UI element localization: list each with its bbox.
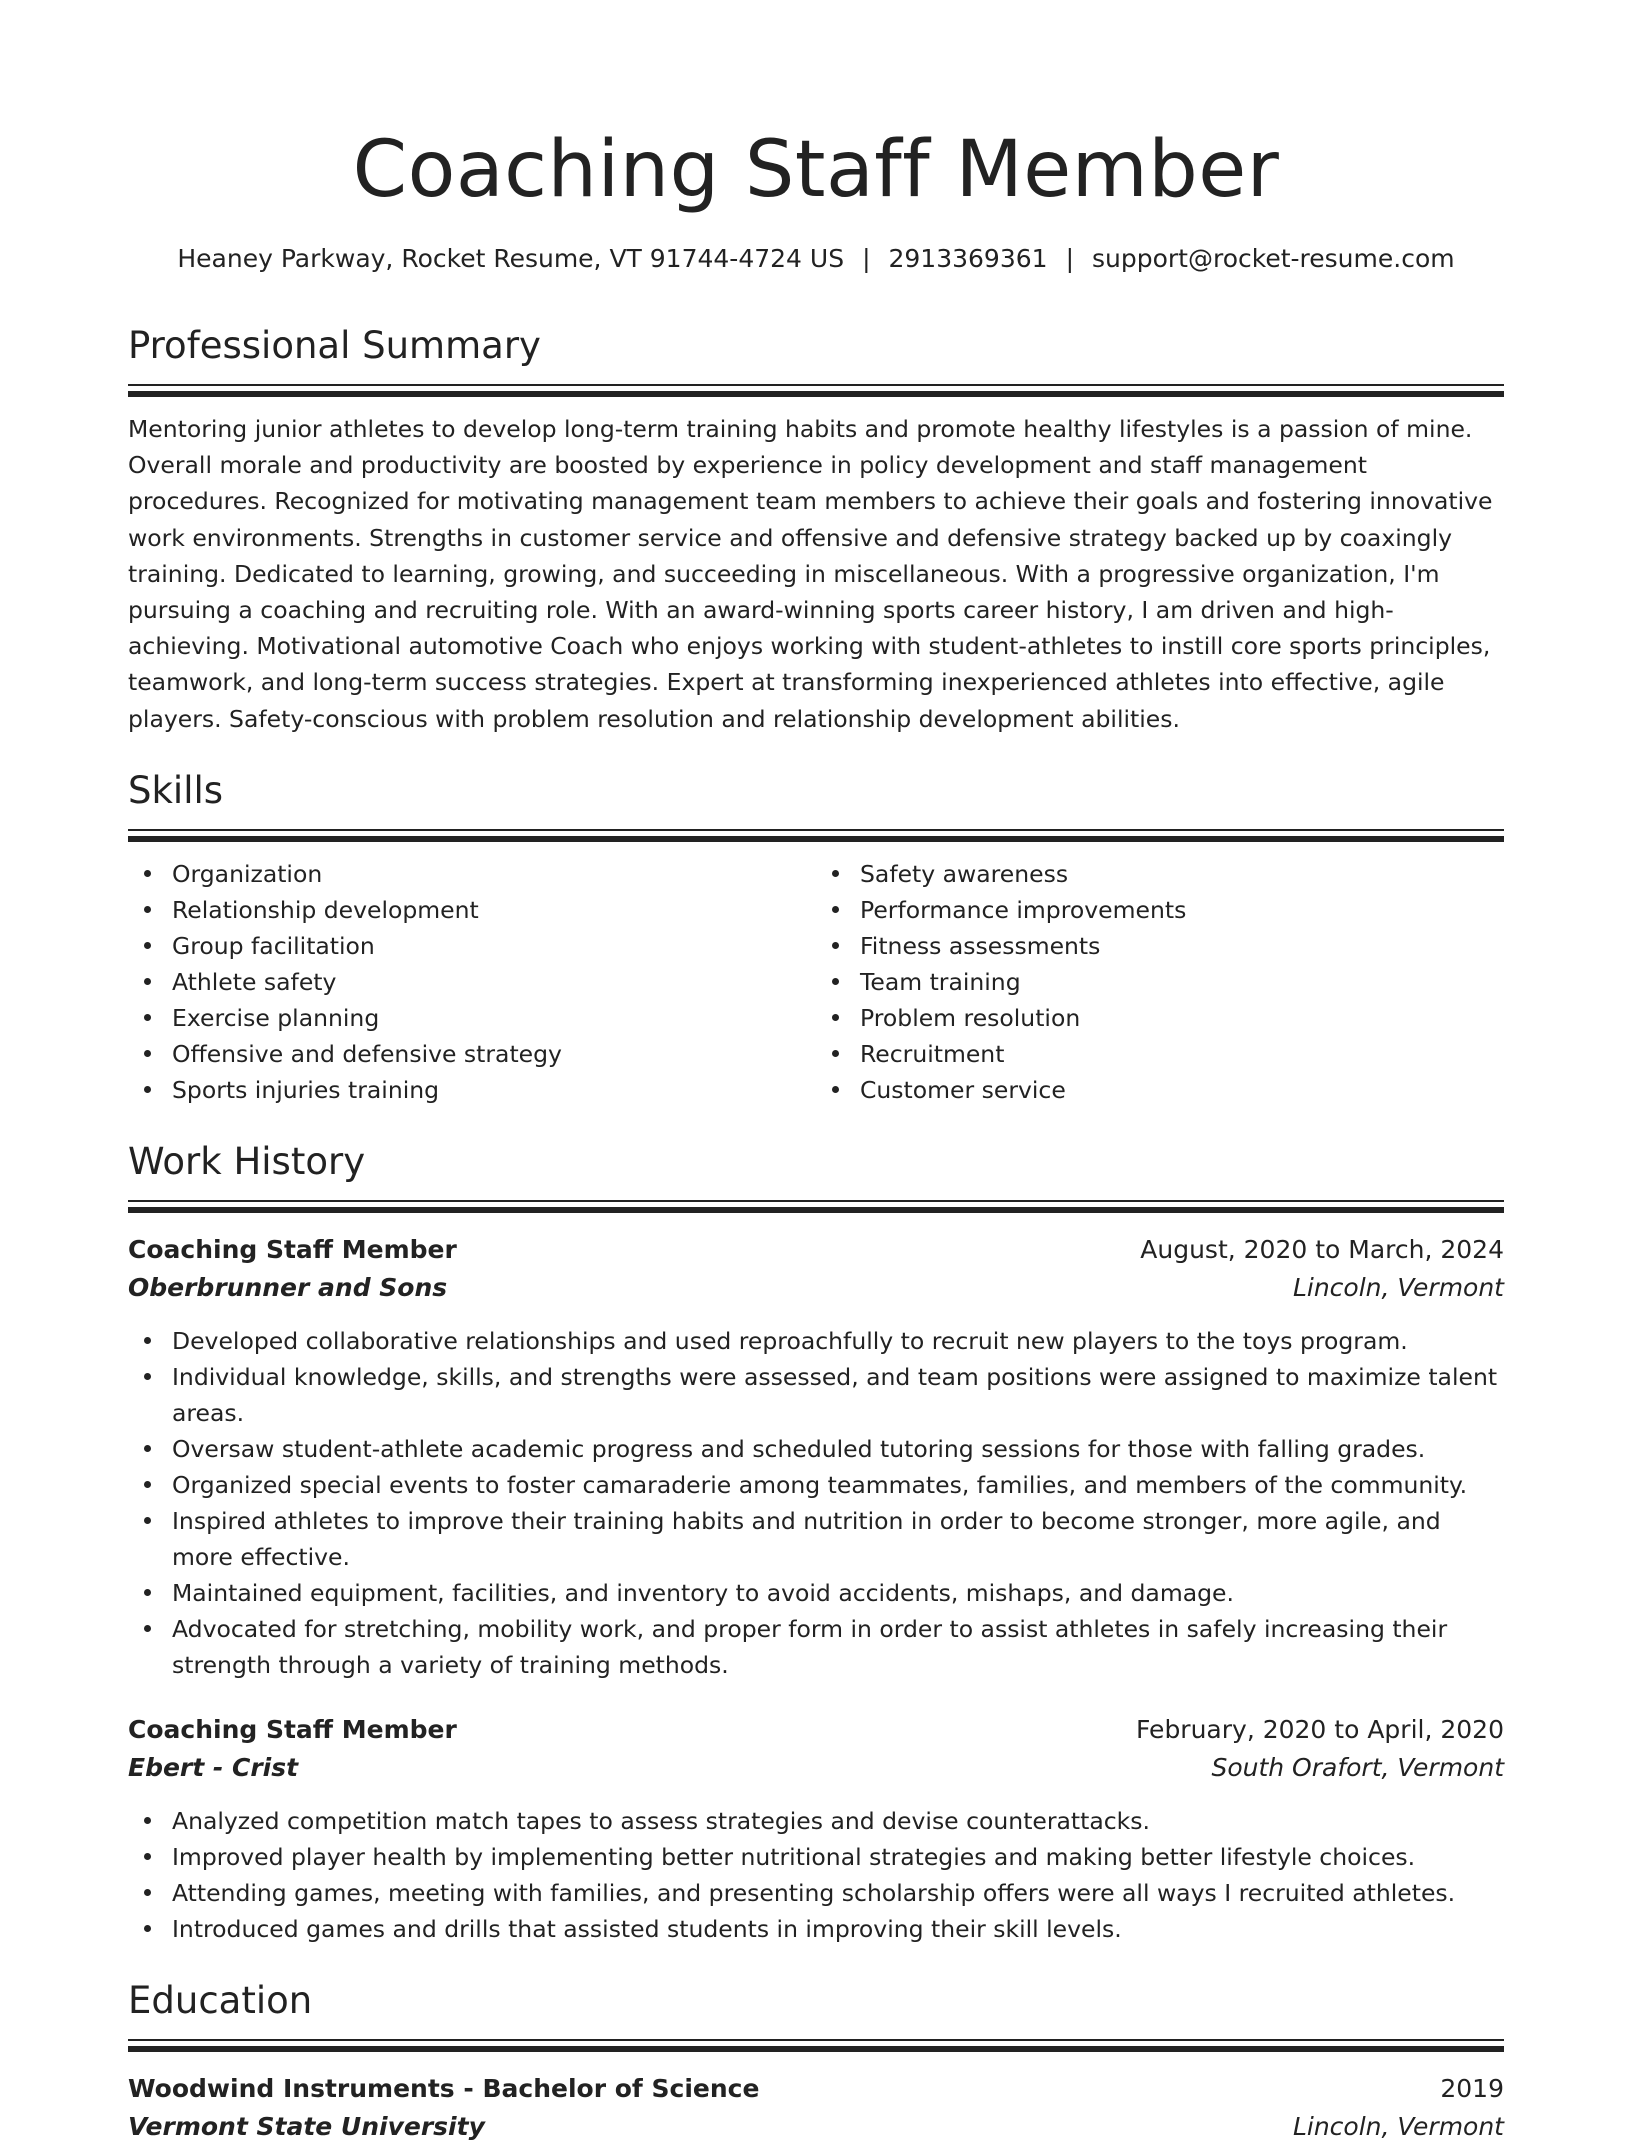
skill-item: Recruitment (816, 1036, 1504, 1072)
skill-item: Fitness assessments (816, 928, 1504, 964)
work-history-heading: Work History (128, 1139, 366, 1183)
job-bullet: Developed collaborative relationships and used reproachfully to recruit new players to the toys program. (128, 1323, 1504, 1359)
job-title: Coaching Staff Member (128, 1714, 457, 1744)
job-bullet: Organized special events to foster camaraderie among teammates, families, and members of the community. (128, 1467, 1504, 1503)
job-bullet: Introduced games and drills that assisted students in improving their skill levels. (128, 1911, 1504, 1947)
skill-item: Group facilitation (128, 928, 816, 964)
skills-heading: Skills (128, 768, 224, 812)
skill-item: Sports injuries training (128, 1072, 816, 1108)
education-heading: Education (128, 1978, 313, 2022)
skill-item: Safety awareness (816, 856, 1504, 892)
job-company: Ebert - Crist (128, 1752, 299, 1782)
job-bullet: Inspired athletes to improve their training habits and nutrition in order to become stronger, more agile, and more effective. (128, 1503, 1504, 1575)
summary-text: Mentoring junior athletes to develop long-term training habits and promote healthy lifestyles is a passion of mine. Overall morale and productivity are boosted by experience in policy development and staff management procedures. Recognized for motivating management team members to achieve their goals and fostering innovative work environments. Strengths in customer service and offensive and defensive strategy backed up by coaxingly training. Dedicated to learning, growing, and succeeding in miscellaneous. With a progressive organization, I'm pursuing a coaching and recruiting role. With an award-winning sports career history, I am driven and high-achieving. Motivational automotive Coach who enjoys working with student-athletes to instill core sports principles, teamwork, and long-term success strategies. Expert at transforming inexperienced athletes into effective, agile players. Safety-conscious with problem resolution and relationship development abilities. (128, 415, 1493, 733)
section-divider (128, 2039, 1504, 2052)
section-divider (128, 829, 1504, 842)
contact-email: support@rocket-resume.com (1092, 244, 1455, 273)
skill-item: Organization (128, 856, 816, 892)
job-header-row (128, 1231, 1504, 1269)
job-bullets (128, 1803, 1504, 1947)
education-year: 2019 (1440, 2073, 1504, 2103)
skills-list-right (816, 856, 1504, 1108)
job-location: South Orafort, Vermont (1211, 1752, 1504, 1782)
job-entry (128, 1711, 1504, 1947)
contact-line (128, 242, 1504, 276)
skills-columns (128, 856, 1504, 1108)
contact-separator: | (1065, 244, 1074, 273)
job-company-row (128, 1749, 1504, 1787)
job-bullet: Attending games, meeting with families, and presenting scholarship offers were all ways I recruited athletes. (128, 1875, 1504, 1911)
job-location: Lincoln, Vermont (1292, 1272, 1504, 1302)
job-bullet: Advocated for stretching, mobility work, and proper form in order to assist athletes in safely increasing their strength through a variety of training methods. (128, 1611, 1504, 1683)
job-bullet: Improved player health by implementing better nutritional strategies and making better lifestyle choices. (128, 1839, 1504, 1875)
job-company-row (128, 1269, 1504, 1307)
summary-heading: Professional Summary (128, 324, 541, 367)
skill-item: Relationship development (128, 892, 816, 928)
skill-item: Performance improvements (816, 892, 1504, 928)
education-degree: Woodwind Instruments - Bachelor of Science (128, 2073, 760, 2103)
job-dates: February, 2020 to April, 2020 (1136, 1714, 1504, 1744)
job-bullet: Maintained equipment, facilities, and inventory to avoid accidents, mishaps, and damage. (128, 1575, 1504, 1611)
job-title: Coaching Staff Member (128, 1234, 457, 1264)
skill-item: Exercise planning (128, 1000, 816, 1036)
section-divider (128, 384, 1504, 397)
job-company: Oberbrunner and Sons (128, 1272, 448, 1302)
job-bullet: Analyzed competition match tapes to assess strategies and devise counterattacks. (128, 1803, 1504, 1839)
education-section (128, 1977, 1504, 2146)
skills-list-left (128, 856, 816, 1108)
job-bullet: Individual knowledge, skills, and strengths were assessed, and team positions were assigned to maximize talent areas. (128, 1359, 1504, 1431)
skill-item: Team training (816, 964, 1504, 1000)
skills-section (128, 767, 1504, 1108)
skill-item: Offensive and defensive strategy (128, 1036, 816, 1072)
contact-address: Heaney Parkway, Rocket Resume, VT 91744-4724 US (177, 244, 845, 273)
contact-separator: | (862, 244, 871, 273)
education-school-row (128, 2108, 1504, 2146)
skill-item: Athlete safety (128, 964, 816, 1000)
job-header-row (128, 1711, 1504, 1749)
education-entry (128, 2070, 1504, 2146)
work-history-section (128, 1138, 1504, 1947)
job-bullet: Oversaw student-athlete academic progress and scheduled tutoring sessions for those with falling grades. (128, 1431, 1504, 1467)
job-entry (128, 1231, 1504, 1683)
education-location: Lincoln, Vermont (1292, 2111, 1504, 2141)
education-school: Vermont State University (128, 2111, 485, 2141)
job-bullets (128, 1323, 1504, 1683)
summary-section (128, 322, 1504, 737)
skill-item: Customer service (816, 1072, 1504, 1108)
contact-phone: 2913369361 (888, 244, 1048, 273)
skill-item: Problem resolution (816, 1000, 1504, 1036)
job-dates: August, 2020 to March, 2024 (1140, 1234, 1504, 1264)
section-divider (128, 1200, 1504, 1213)
education-header-row (128, 2070, 1504, 2108)
resume-name: Coaching Staff Member (352, 125, 1280, 215)
